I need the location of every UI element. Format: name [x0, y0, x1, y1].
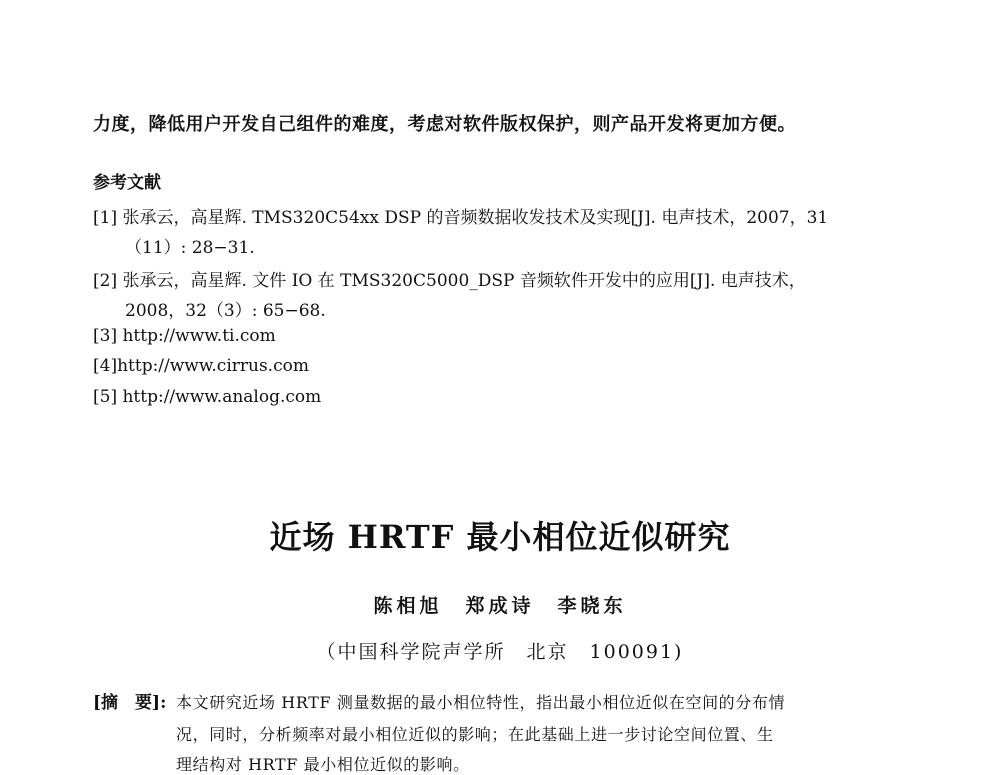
- article-authors: 陈相旭 郑成诗 李晓东: [373, 595, 627, 617]
- article-title: 近场 HRTF 最小相位近似研究: [269, 518, 731, 556]
- reference-3: [3] http://www.ti.com: [93, 326, 276, 346]
- abstract-line-2: 况，同时，分析频率对最小相位近似的影响；在此基础上进一步讨论空间位置、生: [176, 725, 774, 744]
- reference-2-continuation: 2008，32（3）: 65−68.: [125, 301, 326, 321]
- article-affiliation: （中国科学院声学所 北京 100091): [316, 641, 684, 663]
- reference-1: [1] 张承云，高星辉. TMS320C54xx DSP 的音频数据收发技术及实现[J]. 电声技术，2007，31: [93, 208, 829, 228]
- abstract-line-3: 理结构对 HRTF 最小相位近似的影响。: [176, 755, 470, 774]
- reference-4: [4]http://www.cirrus.com: [93, 356, 309, 376]
- reference-1-continuation: （11）: 28−31.: [125, 238, 255, 258]
- reference-2: [2] 张承云，高星辉. 文件 IO 在 TMS320C5000_DSP 音频软件开发中的应用[J]. 电声技术，: [93, 271, 806, 291]
- intro-paragraph: 力度，降低用户开发自己组件的难度，考虑对软件版权保护，则产品开发将更加方便。: [93, 114, 796, 135]
- references-heading: 参考文献: [93, 173, 161, 193]
- abstract-line-1: 本文研究近场 HRTF 测量数据的最小相位特性，指出最小相位近似在空间的分布情: [176, 693, 786, 712]
- reference-5: [5] http://www.analog.com: [93, 387, 322, 407]
- abstract-label: [摘 要]:: [93, 693, 167, 713]
